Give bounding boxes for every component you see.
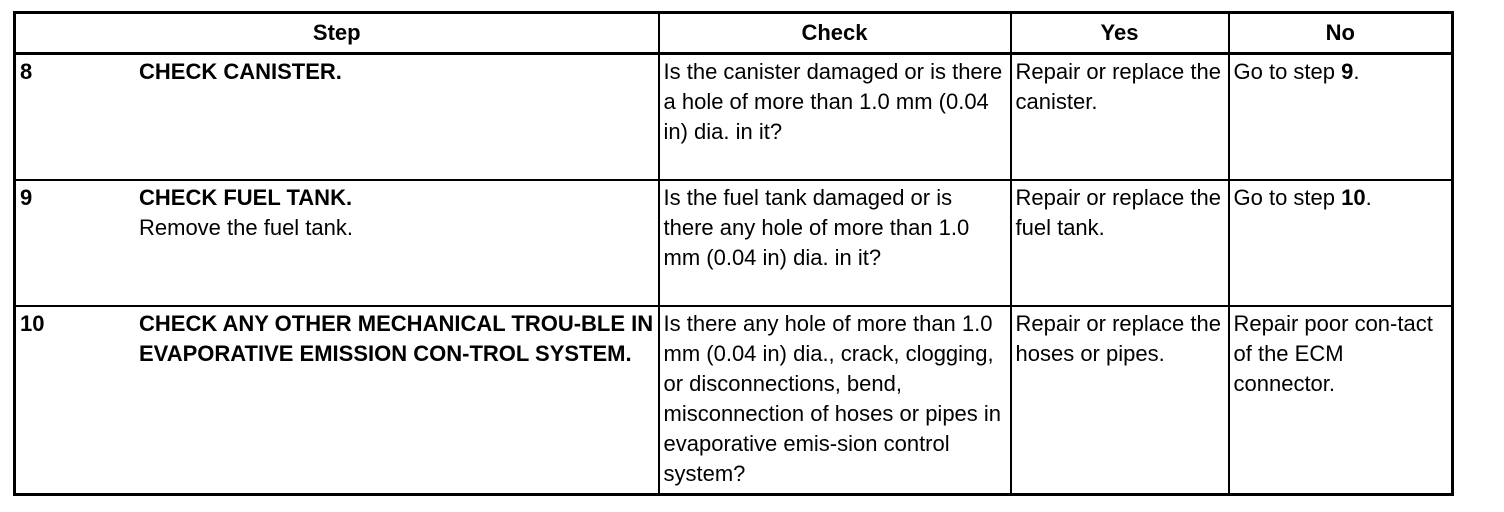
- step-instruction: Remove the fuel tank.: [139, 215, 354, 240]
- no-text-suffix: .: [1365, 185, 1372, 210]
- table-row: [15, 306, 1453, 495]
- yes-cell: [1011, 306, 1229, 495]
- check-cell: [659, 54, 1011, 181]
- check-text: Is the fuel tank damaged or is there any hole of more than 1.0 mm (0.04 in) dia. in it?: [663, 185, 970, 270]
- step-cell: [15, 306, 659, 495]
- table-row: [15, 54, 1453, 181]
- header-row: [15, 13, 1453, 54]
- no-cell: [1229, 54, 1453, 181]
- step-number: 10: [20, 311, 45, 336]
- header-step: Step: [15, 13, 659, 54]
- step-title: CHECK ANY OTHER MECHANICAL TROU-BLE IN EVAPORATIVE EMISSION CON-TROL SYSTEM.: [139, 311, 654, 366]
- step-number: 9: [20, 185, 33, 210]
- no-cell: [1229, 180, 1453, 306]
- step-title: CHECK FUEL TANK.: [139, 185, 353, 210]
- no-text-prefix: Go to step: [1233, 59, 1342, 84]
- step-cell: [15, 180, 659, 306]
- no-text-suffix: .: [1353, 59, 1360, 84]
- check-text: Is there any hole of more than 1.0 mm (0.04 in) dia., crack, clogging, or disconnections, bend, misconnection of hoses or pipes in evaporative emis-sion control system?: [663, 311, 1002, 486]
- check-text: Is the canister damaged or is there a hole of more than 1.0 mm (0.04 in) dia. in it?: [663, 59, 1003, 144]
- header-no: No: [1229, 13, 1453, 54]
- step-cell: [15, 54, 659, 181]
- yes-cell: [1011, 54, 1229, 181]
- yes-cell: [1011, 180, 1229, 306]
- yes-text: Repair or replace the fuel tank.: [1015, 185, 1221, 240]
- step-title: CHECK CANISTER.: [139, 59, 342, 84]
- no-step-ref: 10: [1341, 185, 1366, 210]
- header-yes: Yes: [1011, 13, 1229, 54]
- no-text: [1230, 55, 1452, 87]
- no-cell: [1229, 306, 1453, 495]
- no-text: [1230, 307, 1452, 399]
- check-cell: [659, 180, 1011, 306]
- no-text-prefix: Go to step: [1233, 185, 1342, 210]
- check-cell: [659, 306, 1011, 495]
- yes-text: Repair or replace the canister.: [1015, 59, 1221, 114]
- table-row: [15, 180, 1453, 306]
- header-check: Check: [659, 13, 1011, 54]
- no-step-ref: 9: [1341, 59, 1354, 84]
- no-text-prefix: Repair poor con-tact of the ECM connector.: [1233, 311, 1433, 396]
- no-text: [1230, 181, 1452, 213]
- diagnostic-table: [13, 11, 1454, 496]
- step-number: 8: [20, 59, 33, 84]
- yes-text: Repair or replace the hoses or pipes.: [1015, 311, 1221, 366]
